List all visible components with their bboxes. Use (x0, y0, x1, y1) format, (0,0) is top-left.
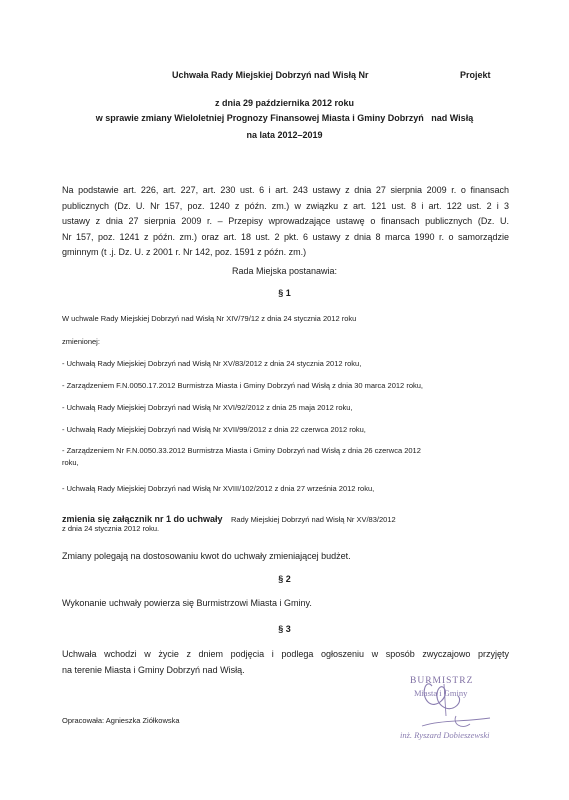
section-3-paragraph (62, 647, 509, 678)
amendment-item: - Uchwałą Rady Miejskiej Dobrzyń nad Wisłą Nr XVII/99/2012 z dnia 22 czerwca 2012 roku, (62, 425, 366, 434)
legal-basis-paragraph (62, 183, 509, 261)
stamp-title: BURMISTRZ (410, 676, 474, 686)
changes-note: Zmiany polegają na dostosowaniu kwot do uchwały zmieniającej budżet. (62, 551, 351, 561)
section-3-heading: § 3 (278, 624, 291, 634)
resolution-period: na lata 2012–2019 (246, 130, 323, 140)
section-2-heading: § 2 (278, 574, 291, 584)
section-3-line: Uchwała wchodzi w życie z dniem podjęcia i podlega ogłoszeniu w sposób zwyczajowo przyjęty (62, 649, 509, 659)
prepared-by: Opracowała: Agnieszka Ziółkowska (62, 716, 180, 725)
annex-change-bold: zmienia się załącznik nr 1 do uchwały (62, 514, 223, 524)
resolution-title: Uchwała Rady Miejskiej Dobrzyń nad Wisłą Nr (172, 70, 369, 80)
legal-basis-line: Na podstawie art. 226, art. 227, art. 230 ust. 6 i art. 243 ustawy z dnia 27 sierpnia 2009 r. o finansach (62, 185, 509, 195)
legal-basis-line: Nr 157, poz. 1241 z późn. zm.) oraz art. 18 ust. 2 pkt. 6 ustawy z dnia 8 marca 1990 r. o samorządzie (62, 231, 509, 242)
amended-label: zmienionej: (62, 337, 100, 346)
legal-basis-line: gminnym (t .j. Dz. U. z 2001 r. Nr 142, poz. 1591 z późn. zm.) (62, 247, 307, 257)
council-resolves: Rada Miejska postanawia: (231, 266, 338, 276)
amendment-item-continued: roku, (62, 458, 79, 467)
section-2-text: Wykonanie uchwały powierza się Burmistrzowi Miasta i Gminy. (62, 598, 312, 608)
section-1-heading: § 1 (278, 288, 291, 298)
resolution-date: z dnia 29 października 2012 roku (214, 98, 355, 108)
stamp-subtitle: Miasta i Gminy (414, 688, 468, 698)
amendment-item: - Uchwałą Rady Miejskiej Dobrzyń nad Wisłą Nr XV/83/2012 z dnia 24 stycznia 2012 roku, (62, 359, 362, 368)
amendment-item: - Uchwałą Rady Miejskiej Dobrzyń nad Wisłą Nr XVI/92/2012 z dnia 25 maja 2012 roku, (62, 403, 353, 412)
amendment-item: - Uchwałą Rady Miejskiej Dobrzyń nad Wisłą Nr XVIII/102/2012 z dnia 27 września 2012 roku, (62, 484, 375, 493)
annex-change-rest: Rady Miejskiej Dobrzyń nad Wisłą Nr XV/83/2012 (231, 515, 396, 524)
amendment-item: - Zarządzeniem Nr F.N.0050.33.2012 Burmistrza Miasta i Gminy Dobrzyń nad Wisłą z dnia 26 czerwca 2012 (62, 446, 421, 455)
annex-change-date: z dnia 24 stycznia 2012 roku. (62, 524, 160, 533)
section-1-intro: W uchwale Rady Miejskiej Dobrzyń nad Wisłą Nr XIV/79/12 z dnia 24 stycznia 2012 roku (62, 314, 357, 323)
stamp-name: inż. Ryszard Dobieszewski (400, 730, 490, 740)
resolution-subject: w sprawie zmiany Wieloletniej Prognozy Finansowej Miasta i Gminy Dobrzyń nad Wisłą (95, 113, 474, 123)
mayor-stamp (392, 676, 512, 746)
section-3-line: na terenie Miasta i Gminy Dobrzyń nad Wisłą. (62, 664, 245, 675)
legal-basis-line: ustawy z dnia 27 sierpnia 2009 r. – Przepisy wprowadzające ustawę o finansach publicznych (Dz. U. (62, 216, 509, 226)
project-label: Projekt (460, 70, 491, 80)
legal-basis-line: publicznych (Dz. U. Nr 157, poz. 1240 z późn. zm.) w związku z art. 121 ust. 8 i art. 122 ust. 2 i 3 (62, 200, 509, 211)
amendment-item: - Zarządzeniem F.N.0050.17.2012 Burmistrza Miasta i Gminy Dobrzyń nad Wisłą z dnia 30 marca 2012 roku, (62, 381, 423, 390)
